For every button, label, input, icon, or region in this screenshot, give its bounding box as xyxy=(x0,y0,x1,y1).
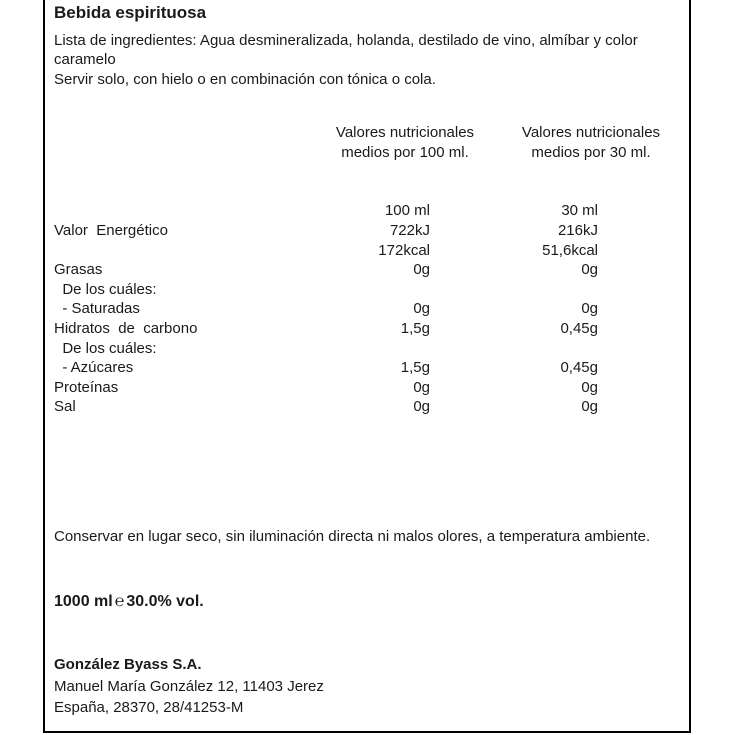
nutrition-row-value-30ml: 0g xyxy=(581,398,598,415)
nutrition-row-value-100ml: 172kcal xyxy=(378,242,430,259)
nutrition-row-label: Sal xyxy=(54,398,76,415)
nutrition-row-label: Proteínas xyxy=(54,379,119,396)
col2-header-line2: medios por 30 ml. xyxy=(531,144,651,161)
nutrition-row-value-30ml: 0g xyxy=(581,261,598,278)
col1-unit: 100 ml xyxy=(384,202,430,219)
col2-header-line1: Valores nutricionales xyxy=(521,124,661,141)
nutrition-row-value-30ml: 216kJ xyxy=(557,222,598,239)
volume-value: 1000 ml xyxy=(54,593,113,610)
col2-unit: 30 ml xyxy=(561,202,598,219)
storage-text: Conservar en lugar seco, sin iluminación directa ni malos olores, a temperatura ambiente. xyxy=(54,528,651,545)
ingredients-text: Lista de ingredientes: Agua desmineralizada, holanda, destilado de vino, almíbar y color caramelo xyxy=(54,32,638,68)
nutrition-row-value-100ml: 0g xyxy=(413,398,430,415)
col1-header-line1: Valores nutricionales xyxy=(335,124,475,141)
estimated-sign-icon: ℮ xyxy=(114,593,125,610)
nutrition-row-label: De los cuáles: xyxy=(54,281,157,298)
nutrition-row-value-100ml: 722kJ xyxy=(389,222,430,239)
nutrition-row-value-30ml: 0g xyxy=(581,379,598,396)
nutrition-row-label: Valor Energético xyxy=(54,222,168,239)
nutrition-row-value-100ml: 1,5g xyxy=(400,359,430,376)
product-title: Bebida espirituosa xyxy=(54,3,207,22)
nutrition-row-label: Hidratos de carbono xyxy=(54,320,198,337)
nutrition-row-value-30ml: 0g xyxy=(581,300,598,317)
serving-suggestion: Servir solo, con hielo o en combinación con tónica o cola. xyxy=(54,71,436,88)
nutrition-row-value-100ml: 1,5g xyxy=(400,320,430,337)
company-registry: España, 28370, 28/41253-M xyxy=(54,699,244,716)
nutrition-row-value-30ml: 51,6kcal xyxy=(542,242,598,259)
nutrition-row-value-30ml: 0,45g xyxy=(560,320,598,337)
nutrition-row-value-100ml: 0g xyxy=(413,379,430,396)
company-address: Manuel María González 12, 11403 Jerez xyxy=(54,678,324,695)
company-name: González Byass S.A. xyxy=(54,656,202,673)
nutrition-row-label: - Saturadas xyxy=(54,300,140,317)
nutrition-row-value-100ml: 0g xyxy=(413,261,430,278)
nutrition-row-value-100ml: 0g xyxy=(413,300,430,317)
nutrition-row-value-30ml: 0,45g xyxy=(560,359,598,376)
nutrition-row-label: De los cuáles: xyxy=(54,340,157,357)
nutrition-row-label: - Azúcares xyxy=(54,359,134,376)
abv-value: 30.0% vol. xyxy=(126,593,204,610)
col1-header-line2: medios por 100 ml. xyxy=(341,144,469,161)
nutrition-row-label: Grasas xyxy=(54,261,103,278)
volume-line xyxy=(54,592,204,611)
